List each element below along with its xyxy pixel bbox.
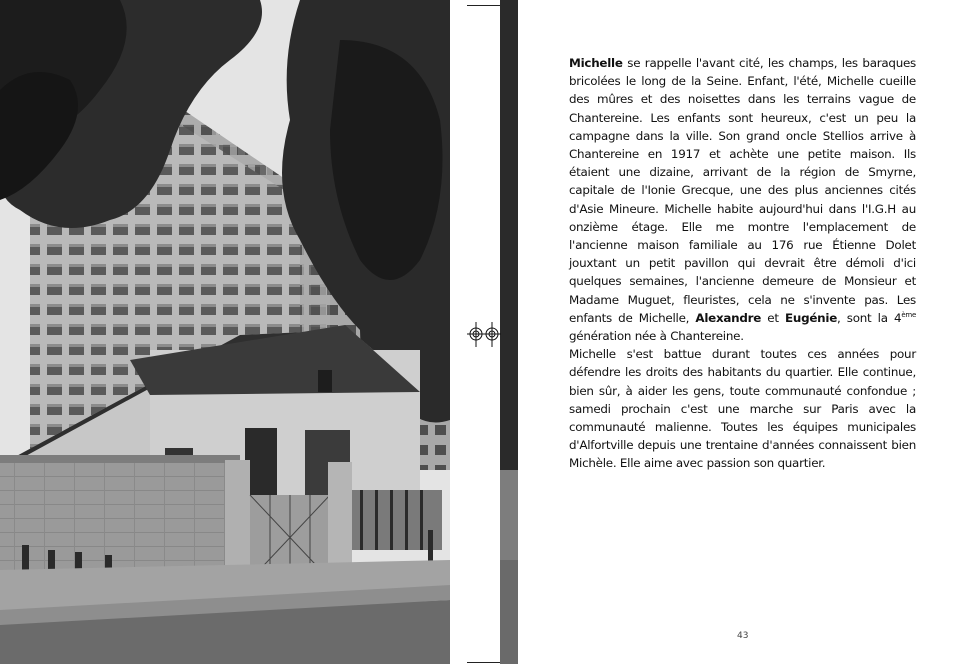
article-body — [569, 54, 916, 473]
name-alexandre: Alexandre — [695, 310, 762, 325]
name-eugenie: Eugénie — [785, 310, 838, 325]
page-number: 43 — [737, 631, 749, 641]
paragraph-2: Michelle s'est battue durant toutes ces années pour défendre les droits des habitants du quartier. Elle continue, bien sûr, à aider les gens, toute communauté confondue ; samedi prochain c'est une marche sur Paris avec la communauté malienne. Toutes les équipes municipales d'Alfortville depuis une trentaine d'années connaissent bien Michèle. Elle aime avec passion son quartier. — [569, 347, 916, 471]
crop-mark-top — [467, 5, 500, 6]
registration-marks — [466, 320, 506, 350]
superscript-eme: ème — [901, 310, 916, 319]
crop-mark-bottom — [467, 662, 500, 663]
paragraph-1: Michelle se rappelle l'avant cité, les champs, les baraques bricolées le long de la Seine. Enfant, l'été, Michelle cueille des mûres et des noisettes dans les terrains vague de Chantereine. Les enfants sont heureux, c'est un peu la campagne dans la ville. Son grand oncle Stellios arrive à Chantereine en 1917 et achète une petite maison. Ils étaient une dizaine, arrivant de la région de Smyrne, capitale de l'Ionie Grecque, une des plus anciennes cités d'Asie Mineure. Michelle habite aujourd'hui dans l'I.G.H au onzième étage. Elle me montre l'emplacement de l'ancienne maison familiale au 176 rue Étienne Dolet jouxtant un petit pavillon qui devrait être démoli d'ici quelques semaines, l'ancienne demeure de Monsieur et Madame Muguet, fleuristes, cela ne s'invente pas. Les enfants de Michelle, Alexandre et Eugénie, sont la 4ème génération née à Chantereine. — [569, 56, 916, 344]
photo-housing-block-and-pavilion — [0, 0, 450, 664]
name-michelle: Michelle — [569, 56, 623, 70]
